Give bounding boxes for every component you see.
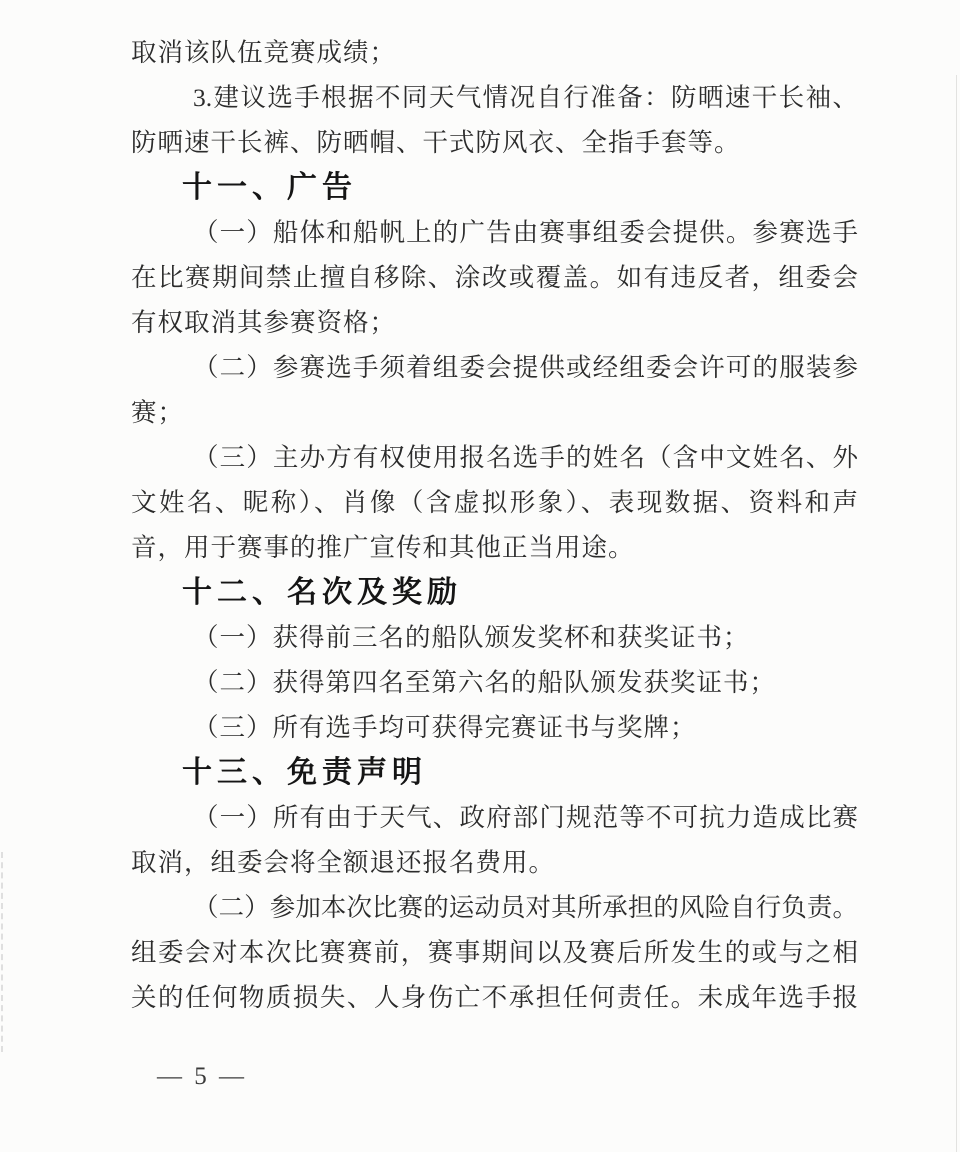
text-line: （二）参加本次比赛的运动员对其所承担的风险自行负责。 bbox=[193, 893, 858, 922]
scan-artifact-right-edge bbox=[956, 75, 957, 1152]
text-line: （二）获得第四名至第六名的船队颁发获奖证书； bbox=[193, 668, 777, 697]
section-heading: 十二、名次及奖励 bbox=[182, 576, 462, 609]
text-line: 在比赛期间禁止擅自移除、涂改或覆盖。如有违反者，组委会 bbox=[131, 263, 858, 292]
text-line: 关的任何物质损失、人身伤亡不承担任何责任。未成年选手报 bbox=[131, 983, 858, 1012]
text-line: （三）主办方有权使用报名选手的姓名（含中文姓名、外 bbox=[193, 443, 858, 472]
text-line: 防晒速干长裤、防晒帽、干式防风衣、全指手套等。 bbox=[131, 128, 741, 157]
text-line: （三）所有选手均可获得完赛证书与奖牌； bbox=[193, 713, 697, 742]
text-line: 组委会对本次比赛赛前，赛事期间以及赛后所发生的或与之相 bbox=[131, 938, 858, 967]
section-heading: 十三、免责声明 bbox=[182, 756, 427, 789]
document-body bbox=[131, 30, 858, 1020]
text-line: （一）船体和船帆上的广告由赛事组委会提供。参赛选手 bbox=[193, 218, 858, 247]
text-line: 音，用于赛事的推广宣传和其他正当用途。 bbox=[131, 533, 635, 562]
page-number: — 5 — bbox=[157, 1063, 247, 1090]
text-line: 取消该队伍竞赛成绩； bbox=[131, 38, 397, 67]
text-line: （一）获得前三名的船队颁发奖杯和获奖证书； bbox=[193, 623, 750, 652]
text-line: 取消，组委会将全额退还报名费用。 bbox=[131, 848, 556, 877]
scan-artifact-left-edge bbox=[1, 852, 3, 1052]
text-line: 3.建议选手根据不同天气情况自行准备：防晒速干长袖、 bbox=[193, 83, 858, 112]
text-line: 有权取消其参赛资格； bbox=[131, 308, 397, 337]
text-line: （二）参赛选手须着组委会提供或经组委会许可的服装参 bbox=[193, 353, 858, 382]
text-line: （一）所有由于天气、政府部门规范等不可抗力造成比赛 bbox=[193, 803, 858, 832]
text-line: 赛； bbox=[131, 398, 185, 427]
section-heading: 十一、广告 bbox=[182, 171, 357, 204]
text-line: 文姓名、昵称）、肖像（含虚拟形象）、表现数据、资料和声 bbox=[131, 488, 858, 517]
